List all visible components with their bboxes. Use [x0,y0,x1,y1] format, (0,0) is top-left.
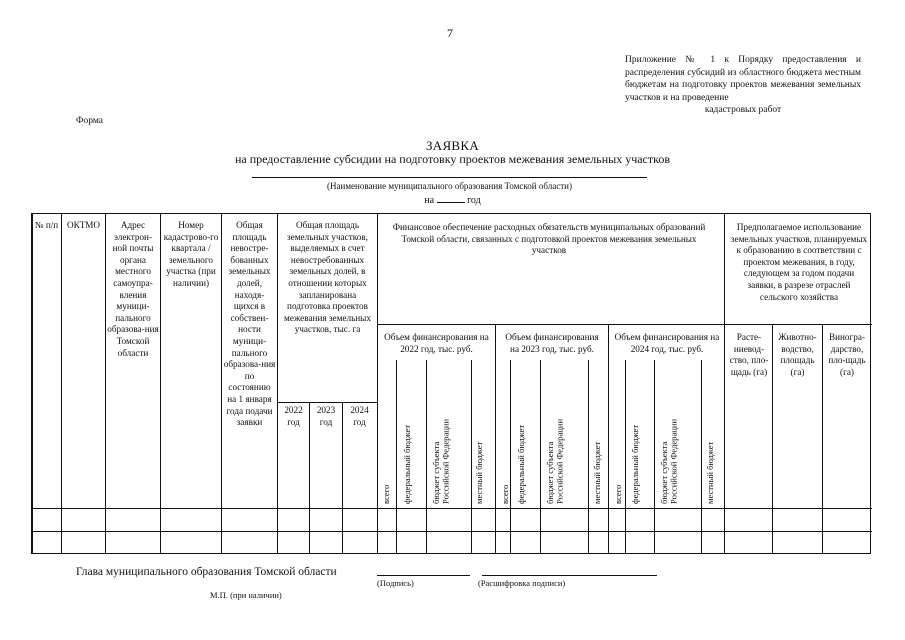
fin-subject-2023: бюджет субъекта Российской Федерации [545,418,565,504]
col-line [221,214,222,553]
fin-local-2022: местный бюджет [474,441,484,504]
signature-decode-caption: (Расшифровка подписи) [478,578,566,588]
fin-federal-2024: федеральный бюджет [630,424,640,504]
header-oktmo: ОКТМО [66,220,101,230]
col-line [588,360,589,553]
signature-head-label: Глава муниципального образования Томской области [76,566,337,578]
row-line [32,531,872,532]
document-subtitle: на предоставление субсидии на подготовку проектов межевания земельных участков [234,152,671,166]
col-line [396,360,397,553]
col-line [61,214,62,553]
municipality-name-caption: (Наименование муниципального образования Томской области) [327,181,572,191]
col-line [654,360,655,553]
col-line [772,324,773,553]
header-volume-2023: Объем финансирования на 2023 год, тыс. руб. [505,332,599,354]
signature-line [377,575,470,576]
col-line [377,214,378,553]
appendix-last-line: кадастровых работ [704,105,782,116]
col-line [822,324,823,553]
header-year-2024: 2024 год [350,405,369,427]
header-total-area: Общая площадь невостре-бованных земельных долей, находя-щихся в собствен-ности муници-пального образова-ния по состоянию на 1 января года подачи заявки [223,220,276,428]
year-blank [437,193,465,203]
col-line [277,214,278,553]
fin-total-2023: всего [500,484,510,504]
header-email: Адрес электрон-ной почты органа местного самоупра-вления муници-пального образова-ния Томской области [107,220,159,358]
header-usage-livestock: Животно-водство, площадь (га) [778,332,817,377]
fin-federal-2023: федеральный бюджет [516,424,526,504]
fin-total-2024: всего [613,484,623,504]
row-line [32,508,872,509]
signature-decode-line [482,575,657,576]
form-label: Форма [76,116,104,126]
col-line [701,360,702,553]
year-line [0,193,905,206]
col-line [426,360,427,553]
col-line [724,214,725,553]
col-line [608,324,609,553]
col-line [495,324,496,553]
fin-subject-2024: бюджет субъекта Российской Федерации [659,418,679,504]
page-number: 7 [447,26,453,40]
header-year-2023: 2023 год [316,405,336,427]
col-line [625,360,626,553]
header-volume-2022: Объем финансирования на 2022 год, тыс. руб. [384,332,489,354]
col-line [105,214,106,553]
municipality-name-line [252,177,647,178]
document-title: ЗАЯВКА [425,138,480,153]
row-line [377,324,872,325]
year-suffix: год [467,195,481,206]
header-area-plan: Общая площадь земельных участков, выделяемых в счет невостребованных земельных долей, в отношении которых запланирована подготовка проектов межевания земельных участков, тыс. га [284,220,371,335]
stamp-place-label: М.П. (при наличии) [210,590,282,600]
header-cadastral: Номер кадастрово-го квартала /земельного участка (при наличии) [163,220,219,288]
col-line [540,360,541,553]
header-usage-crop: Расте-ниевод-ство, пло-щадь (га) [729,332,769,377]
header-usage: Предполагаемое использование земельных участков, планируемых к образованию в соответствии с проектом межевания, в году, следующем за годом подачи заявки, в разрезе отраслей сельского хозяйства [730,222,868,302]
fin-total-2022: всего [381,484,391,504]
application-table [31,213,871,554]
signature-caption: (Подпись) [377,578,414,588]
col-line [32,214,33,553]
fin-local-2024: местный бюджет [705,441,715,504]
fin-federal-2022: федеральный бюджет [402,424,412,504]
header-usage-vine: Виногра-дарство, пло-щадь (га) [828,332,866,377]
fin-local-2023: местный бюджет [592,441,602,504]
row-line [277,402,377,403]
col-line [160,214,161,553]
appendix-note [625,54,861,117]
year-prefix: на [424,195,435,206]
appendix-text: Приложение № 1 к Порядку предоставления и распределения субсидий из областного бюджета местным бюджетам на подготовку проектов межевания земельных участков и на проведение [625,55,861,103]
header-year-2022: 2022 год [284,405,303,427]
header-num: № п/п [34,220,59,230]
header-finance: Финансовое обеспечение расходных обязательств муниципальных образований Томской области, связанных с подготовкой проектов межевания земельных участков [392,222,706,256]
header-volume-2024: Объем финансирования на 2024 год, тыс. руб. [614,332,720,354]
fin-subject-2022: бюджет субъекта Российской Федерации [431,418,451,504]
col-line [471,360,472,553]
